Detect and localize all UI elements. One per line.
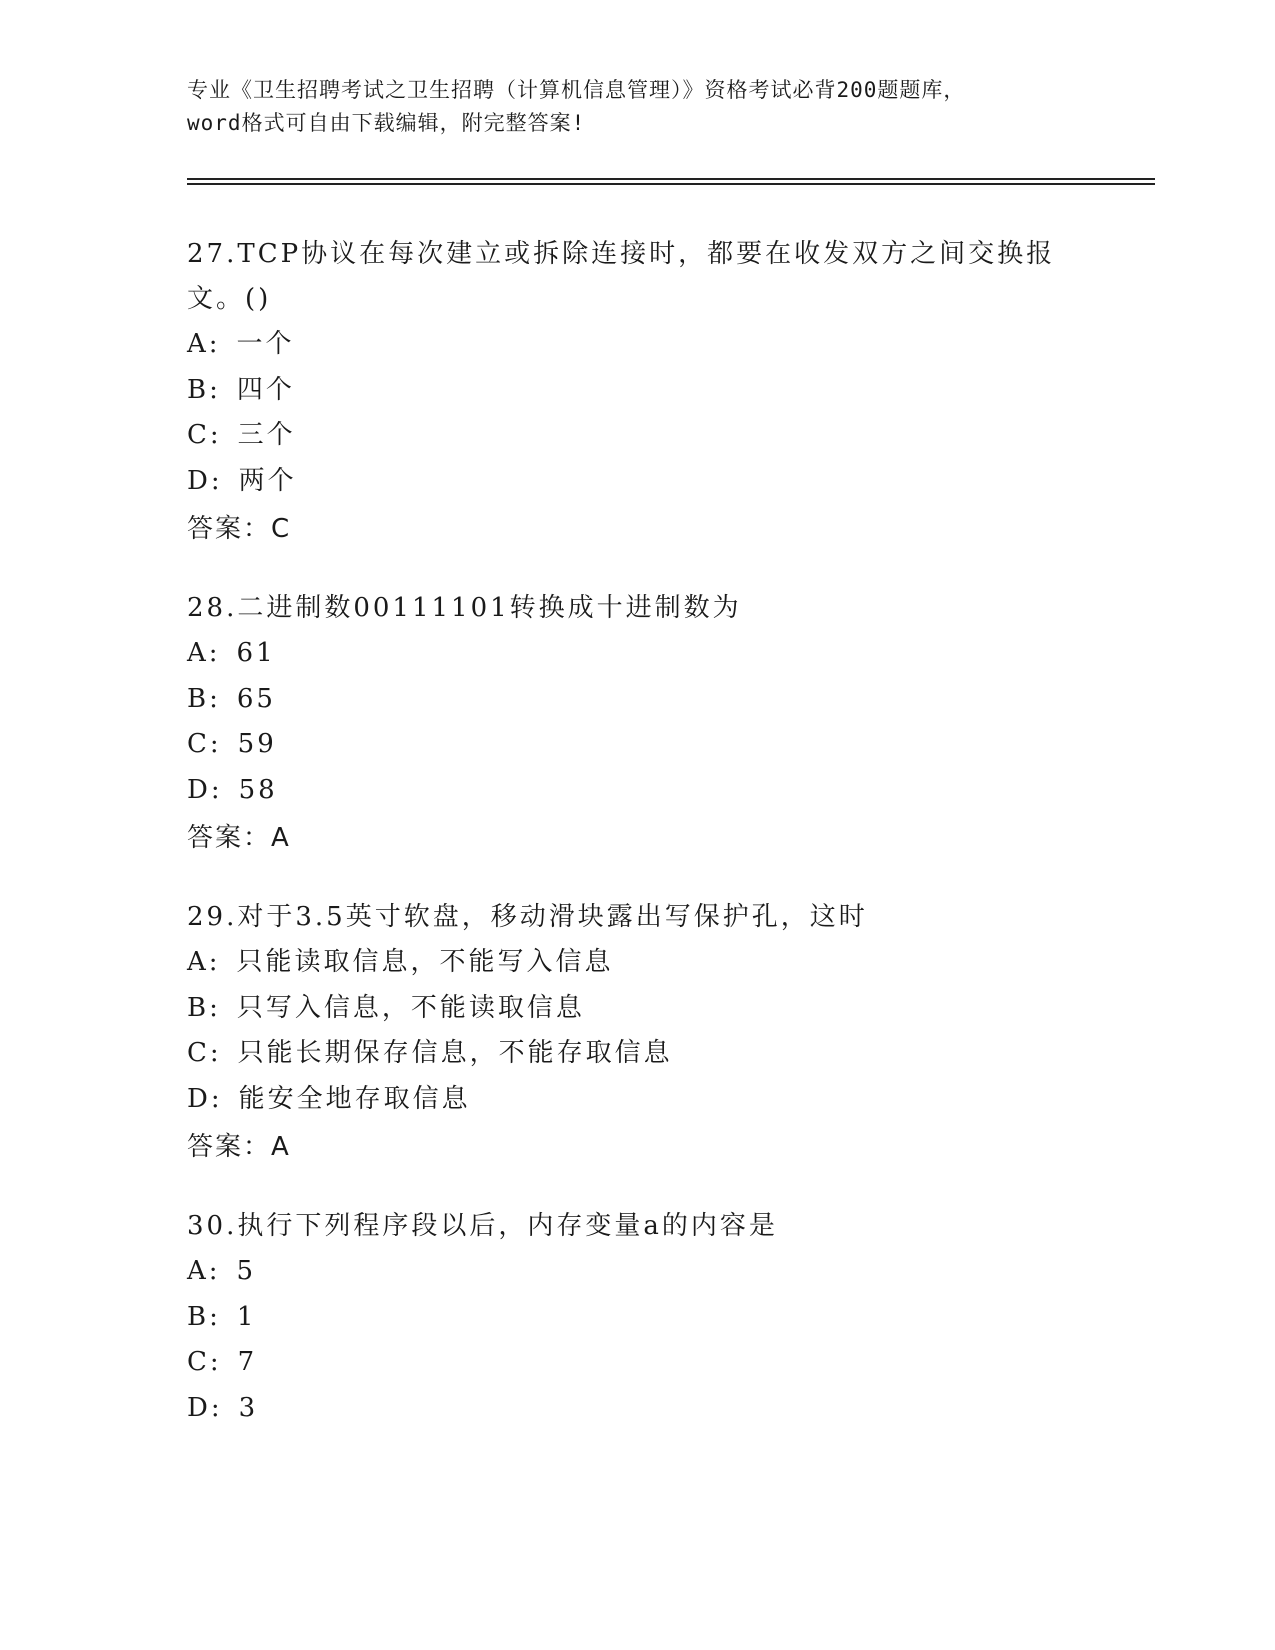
question-27 [187,232,1087,552]
answer-line: 答案：C [187,514,292,544]
question-list [187,232,1087,1465]
option-a [187,940,1087,986]
option-a [187,322,1087,368]
option-key: A: [187,947,221,977]
option-key: D: [187,1083,223,1114]
header-line-2: word格式可自由下载编辑，附完整答案! [187,111,586,135]
option-key: C: [187,1038,222,1068]
option-b [187,368,1087,414]
answer-line: 答案：A [187,823,291,853]
option-d [187,459,1087,505]
option-key: D: [187,1392,223,1423]
option-b [187,986,1087,1032]
option-key: C: [187,729,222,759]
option-text: 59 [237,729,277,759]
option-a [187,631,1087,677]
option-c [187,1031,1087,1077]
option-key: B: [187,1301,221,1332]
option-text: 65 [236,683,276,714]
question-stem: 29.对于3.5英寸软盘，移动滑块露出写保护孔，这时 [187,902,868,932]
option-text: 只能读取信息，不能写入信息 [236,947,614,977]
option-c [187,1340,1087,1386]
option-key: D: [187,465,223,496]
option-c [187,413,1087,459]
option-text: 只写入信息，不能读取信息 [236,992,585,1023]
question-stem: 27.TCP协议在每次建立或拆除连接时，都要在收发双方之间交换报文。() [187,239,1056,314]
option-text: 5 [236,1256,257,1286]
option-text: 58 [238,774,278,805]
question-29 [187,895,1087,1170]
option-b [187,1295,1087,1341]
option-d [187,1386,1087,1432]
option-text: 两个 [238,465,297,496]
option-text: 一个 [236,329,295,359]
option-text: 1 [236,1301,257,1332]
option-text: 只能长期保存信息，不能存取信息 [237,1038,673,1068]
option-b [187,677,1087,723]
option-c [187,722,1087,768]
option-text: 7 [237,1347,258,1377]
document-header [187,74,1087,140]
option-key: B: [187,992,221,1023]
option-a [187,1249,1087,1295]
answer-line: 答案：A [187,1132,291,1162]
option-text: 三个 [237,420,296,450]
header-divider-top [187,178,1155,180]
option-key: A: [187,1256,221,1286]
option-text: 61 [236,638,276,668]
option-text: 3 [238,1392,259,1423]
option-key: A: [187,638,221,668]
header-line-1: 专业《卫生招聘考试之卫生招聘（计算机信息管理）》资格考试必背200题题库， [187,78,966,102]
header-divider-bottom [187,183,1155,185]
question-30 [187,1204,1087,1431]
option-text: 能安全地存取信息 [238,1083,471,1114]
question-stem: 30.执行下列程序段以后，内存变量a的内容是 [187,1211,778,1241]
option-d [187,1077,1087,1123]
option-key: B: [187,374,221,405]
option-key: C: [187,420,222,450]
option-key: A: [187,329,221,359]
option-text: 四个 [236,374,295,405]
option-key: D: [187,774,223,805]
question-28 [187,586,1087,861]
option-d [187,768,1087,814]
option-key: B: [187,683,221,714]
option-key: C: [187,1347,222,1377]
question-stem: 28.二进制数00111101转换成十进制数为 [187,593,742,623]
